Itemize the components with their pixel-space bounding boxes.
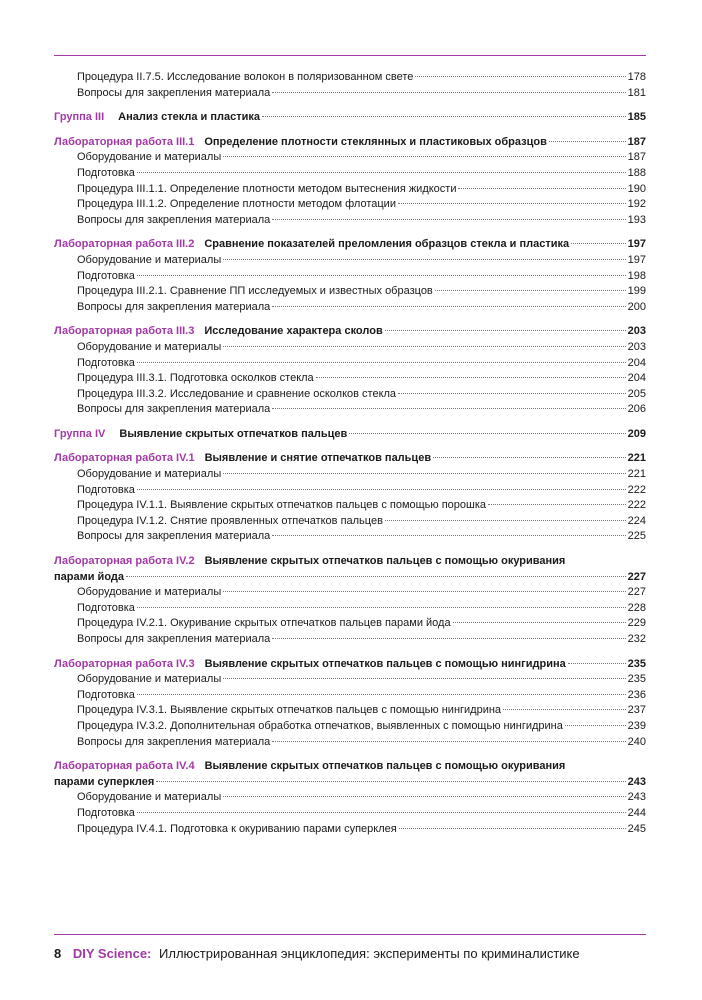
toc-page-number: 178: [627, 71, 646, 83]
dot-leader: [272, 408, 625, 409]
toc-entry-title: Процедура III.1.2. Определение плотности методом флотации: [77, 198, 396, 211]
toc-entry: [54, 703, 646, 719]
toc-page-number: 221: [627, 468, 646, 481]
toc-entry-title: Подготовка: [77, 806, 135, 819]
toc-group-heading: [54, 427, 646, 443]
dot-leader: [399, 828, 626, 829]
toc-entry: [54, 483, 646, 499]
toc-lab-heading: [54, 324, 646, 340]
dot-leader: [262, 116, 626, 117]
toc-entry: [54, 284, 646, 300]
toc-entry: [54, 340, 646, 356]
toc-entry: [54, 356, 646, 372]
toc-page-number: 222: [627, 499, 646, 512]
toc-lab-heading-continuation: [54, 570, 646, 586]
dot-leader: [488, 504, 626, 505]
lab-label: Лабораторная работа IV.2: [54, 555, 195, 568]
toc-page-number: 244: [627, 806, 646, 819]
dot-leader: [549, 141, 626, 142]
toc-entry: [54, 213, 646, 229]
toc-entry-title: Процедура III.3.2. Исследование и сравнение осколков стекла: [77, 387, 397, 400]
toc-entry: [54, 86, 646, 102]
toc-lab-heading: [54, 554, 646, 570]
toc-entry-title: Оборудование и материалы: [77, 340, 222, 353]
toc-entry: [54, 166, 646, 182]
toc-entry-title: Процедура IV.4.1. Подготовка к окуриванию парами суперклея: [77, 822, 397, 835]
toc-heading-continuation-title: парами йода: [54, 570, 124, 583]
dot-leader: [272, 638, 625, 639]
book-brand: DIY Science:: [72, 946, 152, 961]
dot-leader: [137, 694, 626, 695]
dot-leader: [435, 290, 626, 291]
toc-entry-title: Вопросы для закрепления материала: [77, 403, 271, 416]
dot-leader: [223, 678, 625, 679]
toc-heading-title: Анализ стекла и пластика: [118, 111, 261, 124]
dot-leader: [565, 725, 626, 726]
toc-page-number: 239: [627, 719, 646, 732]
toc-page-number: 204: [627, 356, 646, 369]
toc-entry-title: Процедура III.1.1. Определение плотности методом вытеснения жидкости: [77, 182, 457, 195]
toc-heading-title: Выявление скрытых отпечатков пальцев: [119, 427, 348, 440]
dot-leader: [272, 535, 625, 536]
dot-leader: [568, 663, 626, 664]
group-label: Группа IV: [54, 427, 106, 440]
toc-entry-title: Процедура IV.3.2. Дополнительная обработка отпечатков, выявленных с помощью нингидрина: [77, 719, 563, 732]
toc-entry-title: Вопросы для закрепления материала: [77, 300, 271, 313]
toc-entry: [54, 719, 646, 735]
dot-leader: [385, 520, 626, 521]
toc-page-number: 190: [627, 182, 646, 195]
toc-entry: [54, 688, 646, 704]
toc-entry: [54, 735, 646, 751]
toc-entry: [54, 70, 646, 86]
toc-entry-title: Процедура IV.2.1. Окуривание скрытых отпечатков пальцев парами йода: [77, 617, 451, 630]
dot-leader: [126, 576, 626, 577]
lab-label: Лабораторная работа III.2: [54, 238, 195, 251]
dot-leader: [137, 607, 626, 608]
toc-heading-title: Выявление и снятие отпечатков пальцев: [204, 452, 432, 465]
toc-entry-title: Подготовка: [77, 688, 135, 701]
toc-entry-title: Вопросы для закрепления материала: [77, 633, 271, 645]
dot-leader: [571, 243, 626, 244]
dot-leader: [223, 591, 625, 592]
toc-page-number: 224: [627, 514, 646, 527]
toc-page-number: 187: [627, 135, 646, 148]
lab-label: Лабораторная работа IV.4: [54, 760, 195, 773]
toc-entry-title: Процедура IV.1.1. Выявление скрытых отпечатков пальцев с помощью порошка: [77, 499, 487, 512]
toc-page-number: 200: [627, 300, 646, 313]
toc-entry-title: Подготовка: [77, 269, 135, 282]
toc-heading-title: Выявление скрытых отпечатков пальцев с помощью окуривания: [204, 760, 566, 773]
dot-leader: [433, 457, 626, 458]
page-number: 8: [54, 946, 62, 961]
toc-page-number: 197: [627, 238, 646, 251]
toc-page-number: 199: [627, 285, 646, 298]
toc-page-number: 203: [627, 325, 646, 338]
toc-page-number: 237: [627, 704, 646, 717]
dot-leader: [223, 156, 625, 157]
dot-leader: [137, 362, 626, 363]
top-divider: [54, 55, 646, 56]
toc-entry-title: Вопросы для закрепления материала: [77, 86, 271, 99]
toc-entry-title: Подготовка: [77, 356, 135, 369]
toc-page-number: 198: [627, 269, 646, 282]
toc-page-number: 192: [627, 198, 646, 211]
dot-leader: [137, 489, 626, 490]
toc-lab-heading: [54, 759, 646, 775]
dot-leader: [156, 781, 625, 782]
book-subtitle: Иллюстрированная энциклопедия: эксперименты по криминалистике: [159, 946, 580, 961]
toc-entry: [54, 514, 646, 530]
toc-entry-title: Процедура III.2.1. Сравнение ПП исследуемых и известных образцов: [77, 285, 433, 298]
toc-heading-title: Сравнение показателей преломления образцов стекла и пластика: [204, 238, 570, 251]
toc-entry: [54, 585, 646, 601]
table-of-contents: [54, 70, 646, 837]
toc-entry: [54, 402, 646, 418]
toc-page-number: 221: [627, 452, 646, 465]
dot-leader: [398, 393, 626, 394]
toc-page-number: 240: [627, 735, 646, 748]
dot-leader: [349, 433, 625, 434]
toc-entry-title: Оборудование и материалы: [77, 151, 222, 164]
dot-leader: [272, 306, 625, 307]
toc-page-number: 204: [627, 372, 646, 385]
toc-lab-heading: [54, 451, 646, 467]
toc-page-number: 209: [627, 427, 646, 440]
dot-leader: [316, 377, 626, 378]
toc-page-number: 243: [627, 791, 646, 804]
toc-page-number: 227: [627, 586, 646, 599]
toc-entry-title: Подготовка: [77, 601, 135, 614]
dot-leader: [458, 188, 625, 189]
toc-page-number: 205: [627, 387, 646, 400]
toc-page-number: 203: [627, 340, 646, 353]
toc-entry: [54, 806, 646, 822]
dot-leader: [272, 92, 625, 93]
dot-leader: [223, 796, 625, 797]
toc-entry: [54, 616, 646, 632]
toc-entry: [54, 300, 646, 316]
toc-heading-title: Выявление скрытых отпечатков пальцев с помощью окуривания: [204, 555, 566, 568]
toc-entry: [54, 253, 646, 269]
toc-entry-title: Процедура IV.1.2. Снятие проявленных отпечатков пальцев: [77, 514, 383, 527]
toc-entry: [54, 371, 646, 387]
toc-page-number: 187: [627, 151, 646, 164]
toc-entry: [54, 601, 646, 617]
toc-entry: [54, 197, 646, 213]
toc-page-number: 243: [627, 775, 646, 788]
dot-leader: [272, 741, 625, 742]
toc-entry-title: Процедура III.3.1. Подготовка осколков стекла: [77, 372, 314, 385]
group-label: Группа III: [54, 111, 105, 124]
toc-page-number: 229: [627, 617, 646, 630]
toc-entry-title: Оборудование и материалы: [77, 468, 222, 481]
dot-leader: [223, 259, 625, 260]
toc-page-number: 206: [627, 403, 646, 416]
toc-entry: [54, 387, 646, 403]
toc-page-number: 235: [627, 673, 646, 686]
toc-lab-heading-continuation: [54, 775, 646, 791]
toc-heading-title: Исследование характера сколов: [204, 325, 383, 338]
toc-page-number: 193: [627, 213, 646, 226]
toc-entry-title: Вопросы для закрепления материала: [77, 530, 271, 543]
dot-leader: [137, 275, 626, 276]
toc-lab-heading: [54, 657, 646, 673]
toc-heading-title: Выявление скрытых отпечатков пальцев с помощью нингидрина: [204, 657, 566, 670]
toc-entry: [54, 269, 646, 285]
dot-leader: [503, 709, 626, 710]
toc-page-number: 236: [627, 688, 646, 701]
toc-heading-title: Определение плотности стеклянных и пластиковых образцов: [204, 135, 547, 148]
toc-entry-title: Вопросы для закрепления материала: [77, 213, 271, 226]
dot-leader: [272, 219, 625, 220]
dot-leader: [223, 346, 625, 347]
toc-heading-continuation-title: парами суперклея: [54, 775, 155, 788]
toc-page-number: 245: [627, 822, 646, 835]
dot-leader: [453, 622, 626, 623]
toc-entry: [54, 632, 646, 648]
toc-page-number: 228: [627, 601, 646, 614]
toc-page-number: 185: [627, 111, 646, 124]
toc-page-number: 222: [627, 483, 646, 496]
toc-page-number: 197: [627, 253, 646, 266]
dot-leader: [223, 473, 625, 474]
page-footer: [54, 946, 580, 961]
toc-entry-title: Процедура II.7.5. Исследование волокон в поляризованном свете: [77, 71, 414, 83]
toc-entry-title: Подготовка: [77, 166, 135, 179]
toc-entry-title: Оборудование и материалы: [77, 253, 222, 266]
toc-entry-title: Оборудование и материалы: [77, 586, 222, 599]
toc-entry: [54, 672, 646, 688]
toc-entry: [54, 529, 646, 545]
lab-label: Лабораторная работа III.3: [54, 325, 195, 338]
toc-page-number: 235: [627, 657, 646, 670]
dot-leader: [398, 203, 626, 204]
lab-label: Лабораторная работа III.1: [54, 135, 195, 148]
toc-lab-heading: [54, 237, 646, 253]
dot-leader: [415, 76, 625, 77]
toc-entry-title: Оборудование и материалы: [77, 791, 222, 804]
toc-entry-title: Оборудование и материалы: [77, 673, 222, 686]
toc-entry-title: Подготовка: [77, 483, 135, 496]
toc-entry: [54, 150, 646, 166]
toc-entry: [54, 822, 646, 838]
toc-page-number: 181: [627, 86, 646, 99]
toc-page-number: 225: [627, 530, 646, 543]
toc-page-number: 227: [627, 570, 646, 583]
dot-leader: [137, 172, 626, 173]
toc-page-number: 232: [627, 633, 646, 645]
lab-label: Лабораторная работа IV.3: [54, 657, 195, 670]
toc-entry: [54, 467, 646, 483]
toc-group-heading: [54, 110, 646, 126]
toc-lab-heading: [54, 135, 646, 151]
toc-entry-title: Процедура IV.3.1. Выявление скрытых отпечатков пальцев с помощью нингидрина: [77, 704, 502, 717]
toc-entry: [54, 182, 646, 198]
dot-leader: [385, 330, 626, 331]
toc-entry: [54, 790, 646, 806]
toc-page-number: 188: [627, 166, 646, 179]
toc-entry: [54, 498, 646, 514]
toc-entry-title: Вопросы для закрепления материала: [77, 735, 271, 748]
bottom-divider: [54, 934, 646, 935]
lab-label: Лабораторная работа IV.1: [54, 452, 195, 465]
dot-leader: [137, 812, 626, 813]
